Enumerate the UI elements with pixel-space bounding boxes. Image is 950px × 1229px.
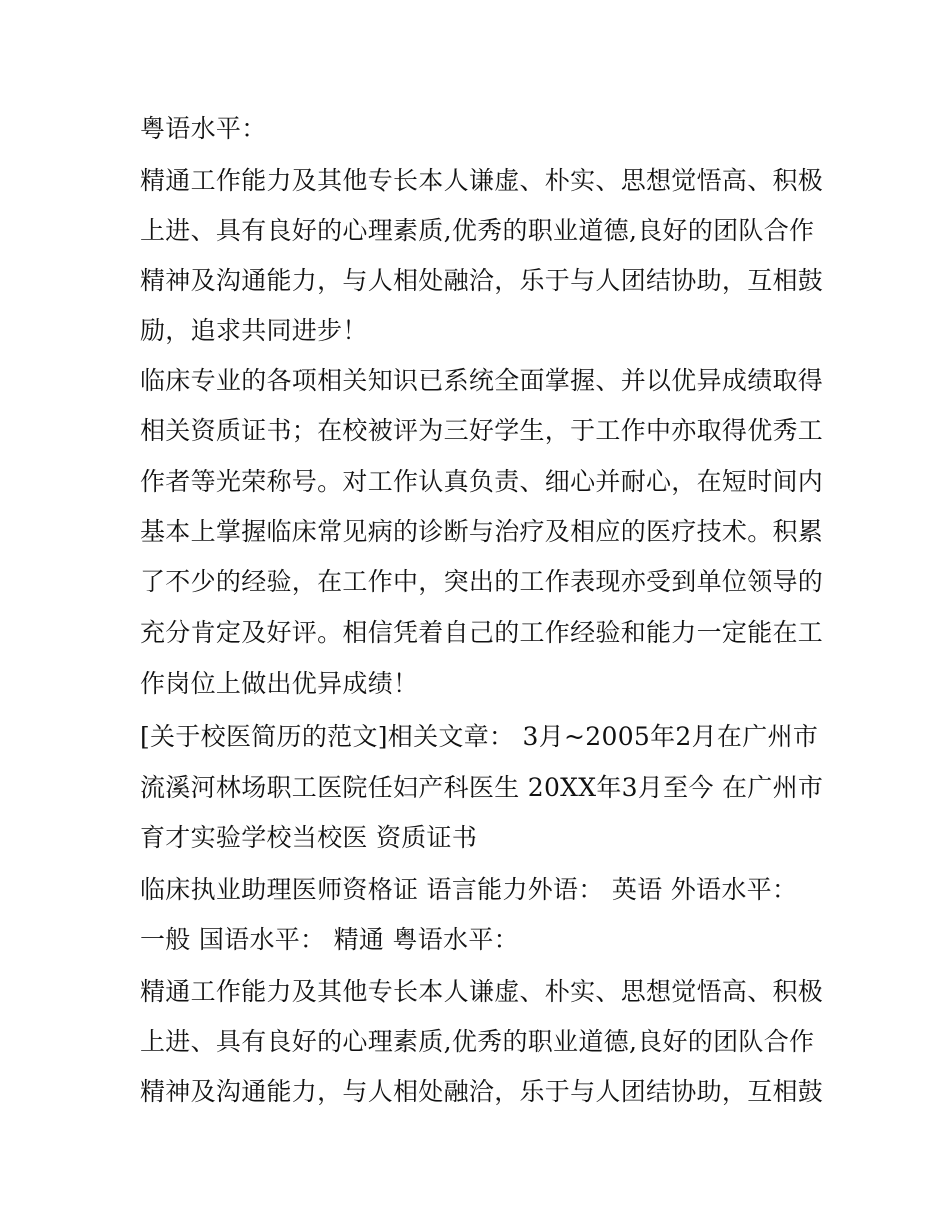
text-line: 上进、具有良好的心理素质,优秀的职业道德,良好的团队合作: [140, 216, 815, 245]
text-line: 充分肯定及好评。相信凭着自己的工作经验和能力一定能在工: [140, 618, 824, 647]
text-line: 流溪河林场职工医院任妇产科医生 20XX年3月至今 在广州市: [140, 773, 824, 802]
text-line: 精通工作能力及其他专长本人谦虚、朴实、思想觉悟高、积极: [140, 977, 824, 1006]
text-line: 精神及沟通能力，与人相处融洽，乐于与人团结协助，互相鼓: [140, 1077, 824, 1106]
text-line: 基本上掌握临床常见病的诊断与治疗及相应的医疗技术。积累: [140, 517, 824, 546]
text-line: 作岗位上做出优异成绩！: [140, 669, 419, 698]
text-line: 粤语水平：: [140, 114, 267, 143]
text-line: 上进、具有良好的心理素质,优秀的职业道德,良好的团队合作: [140, 1027, 815, 1056]
text-line: 一般 国语水平： 精通 粤语水平：: [140, 925, 519, 954]
text-line: 作者等光荣称号。对工作认真负责、细心并耐心，在短时间内: [140, 467, 824, 496]
text-line: 精通工作能力及其他专长本人谦虚、朴实、思想觉悟高、积极: [140, 166, 824, 195]
text-line: 精神及沟通能力，与人相处融洽，乐于与人团结协助，互相鼓: [140, 266, 824, 295]
text-line: 励，追求共同进步！: [140, 316, 368, 345]
text-line: 临床专业的各项相关知识已系统全面掌握、并以优异成绩取得: [140, 366, 824, 395]
text-line: 育才实验学校当校医 资质证书: [140, 823, 478, 852]
text-line: 了不少的经验，在工作中，突出的工作表现亦受到单位领导的: [140, 567, 824, 596]
text-line: 相关资质证书；在校被评为三好学生，于工作中亦取得优秀工: [140, 416, 824, 445]
text-line: 临床执业助理医师资格证 语言能力外语： 英语 外语水平：: [140, 875, 798, 904]
text-line: [关于校医简历的范文]相关文章： 3月~2005年2月在广州市: [140, 722, 819, 751]
